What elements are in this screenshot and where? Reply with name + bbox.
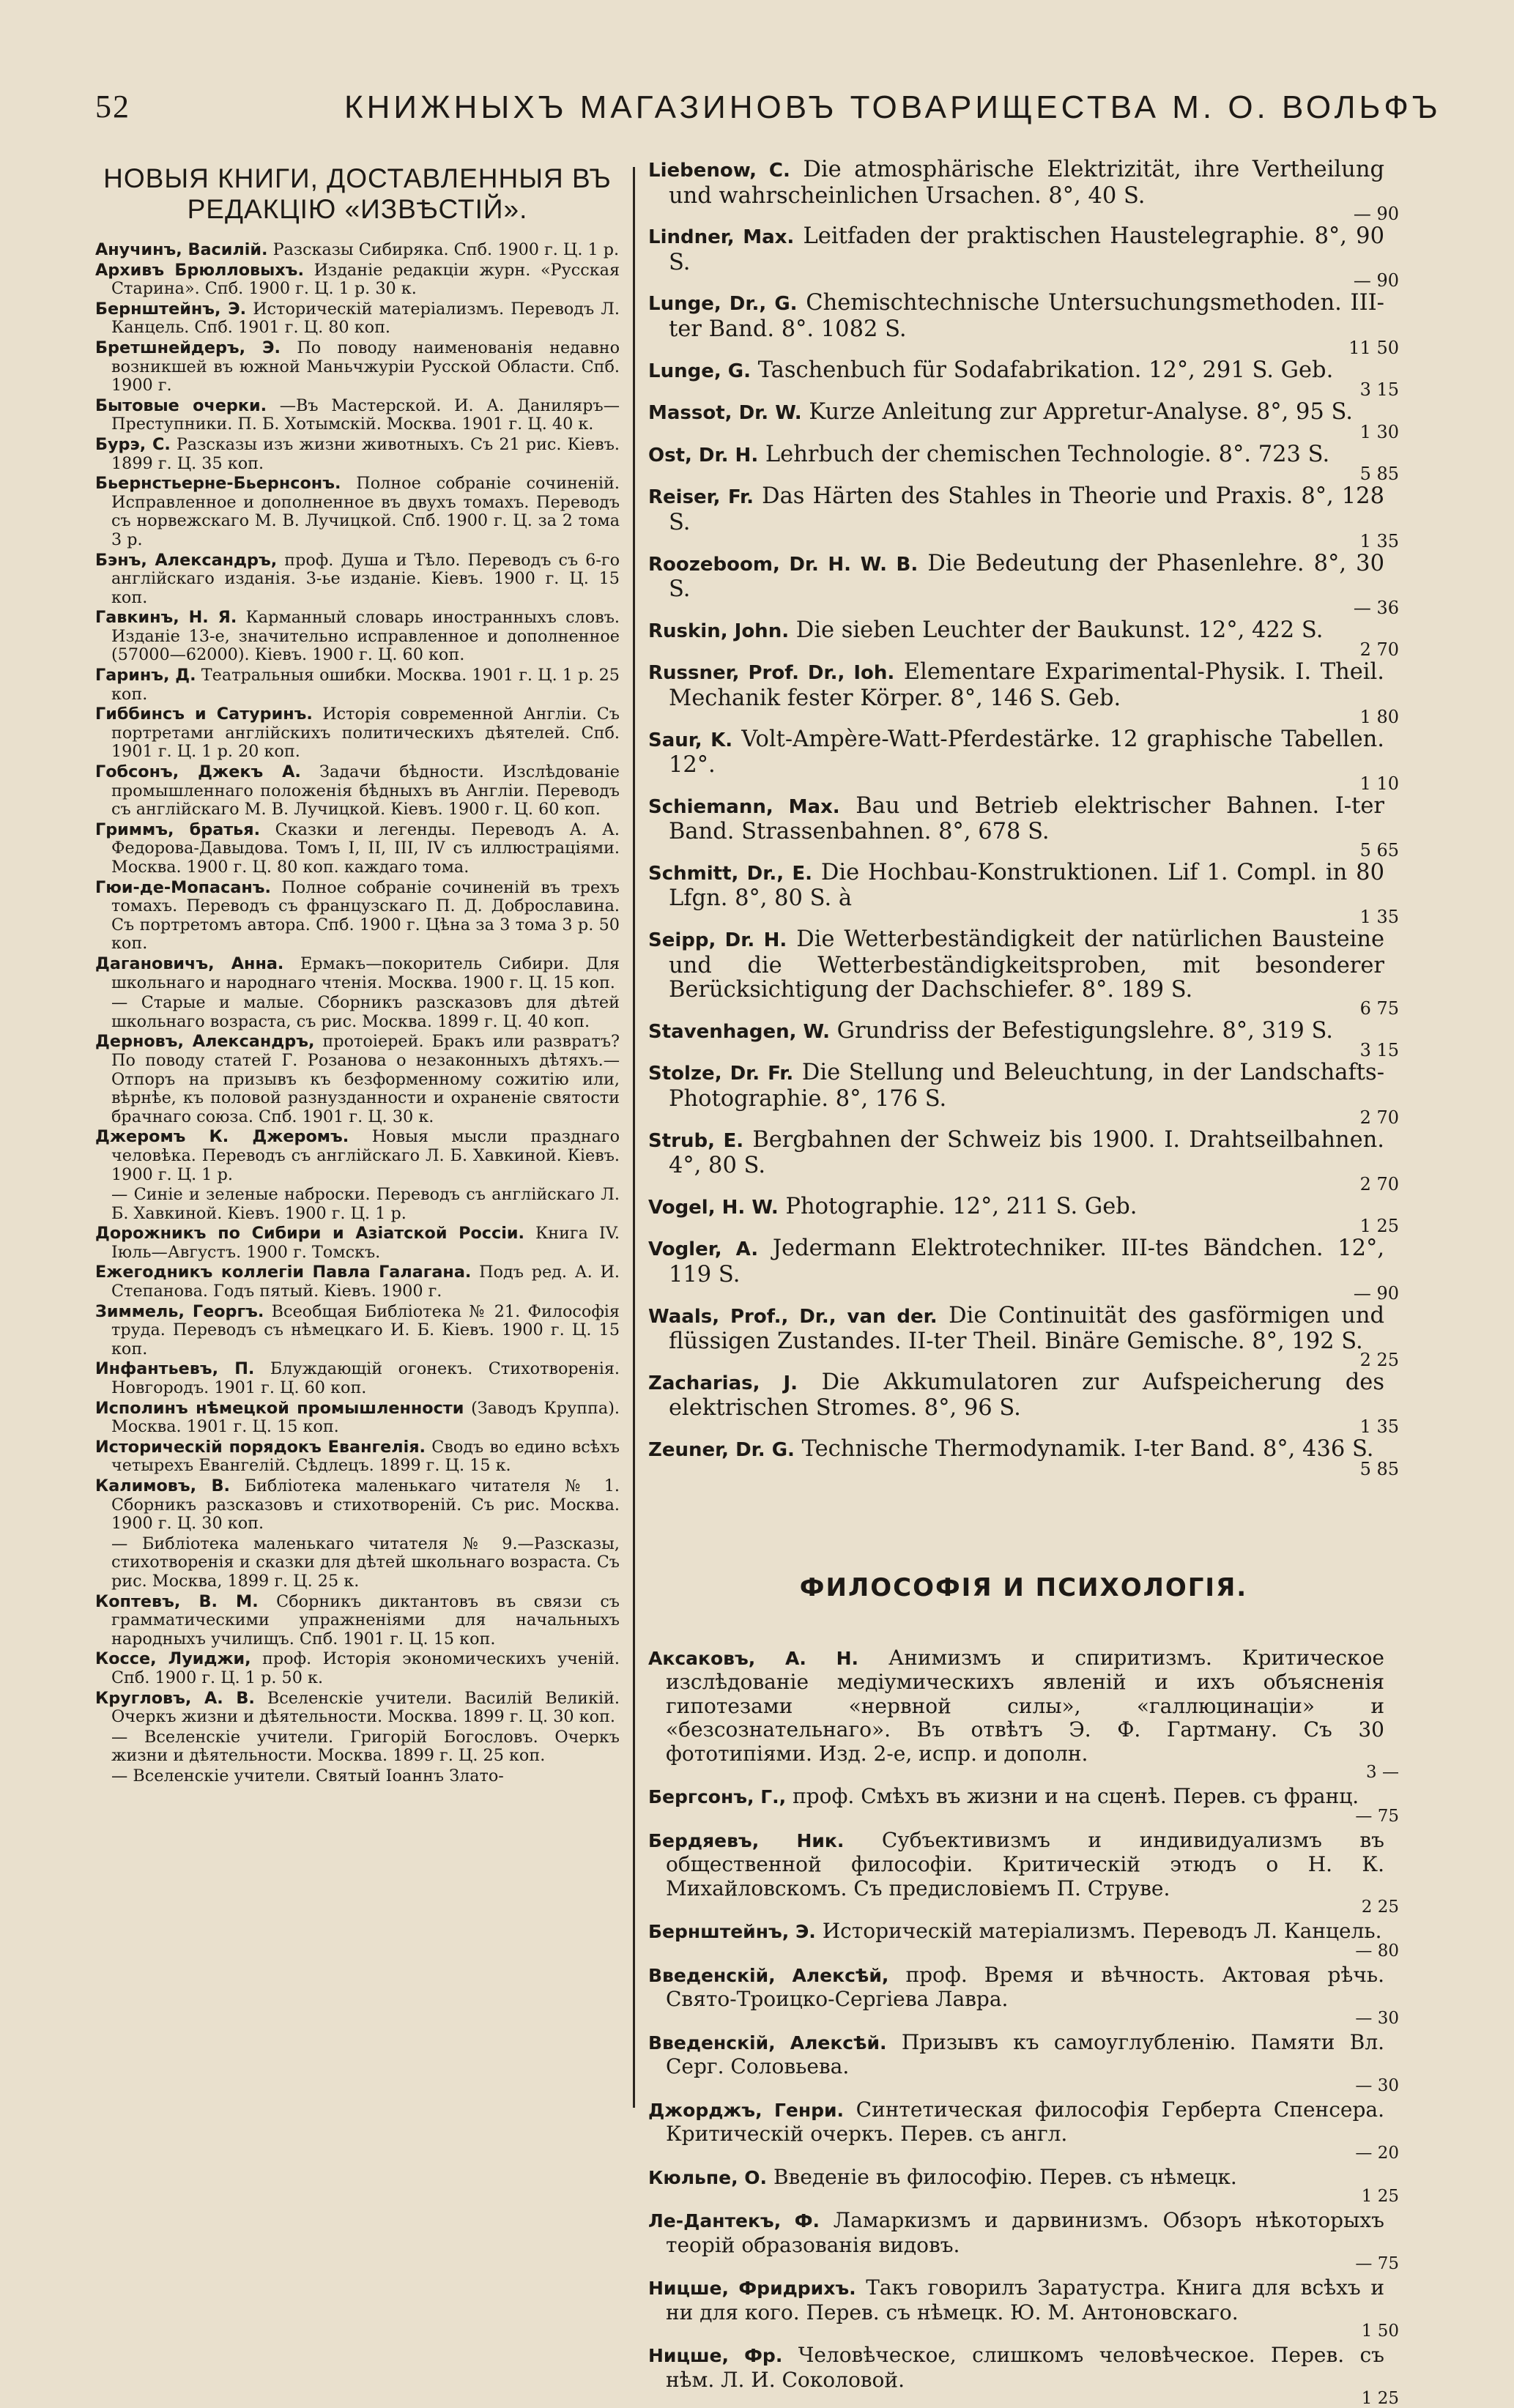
page-header [95, 82, 1458, 126]
book-author: Stavenhagen, W. [648, 1020, 830, 1043]
book-price: 3 — [1366, 1763, 1399, 1783]
book-description: Die sieben Leuchter der Baukunst. 12°, 422 S. [795, 617, 1324, 643]
book-description: Задачи бѣдности. Изслѣдованіе промышленнаго положенія бѣдныхъ въ Англіи. Переводъ съ англійскаго М. В. Лучицкой. Кіевъ. 1900 г. Ц. 60 коп. [111, 762, 620, 820]
book-entry [95, 1033, 620, 1126]
book-author: Джеромъ К. Джеромъ. [95, 1127, 349, 1147]
book-description: Taschenbuch für Sodafabrikation. 12°, 291 S. Geb. [757, 357, 1334, 383]
book-description: Человѣческое, слишкомъ человѣческое. Перев. съ нѣм. Л. И. Соколовой. [666, 2343, 1384, 2392]
book-description: Анимизмъ и спиритизмъ. Критическое изслѣдованіе медіумическихъ явленій и ихъ объясненія гипотезами «нервной силы», «галлюцинаціи» и «безсознательнаго». Въ отвѣтъ Э. Ф. Гартману. Съ 30 фототипіями. Изд. 2-е, испр. и дополн. [666, 1645, 1384, 1766]
book-description: Введеніе въ философію. Перев. съ нѣмецк. [773, 2164, 1237, 2189]
book-author: Историческій порядокъ Евангелія. [95, 1437, 426, 1457]
foreign-books-list [648, 157, 1399, 1478]
book-description: Photographie. 12°, 211 S. Geb. [785, 1193, 1138, 1219]
book-author: Бернштейнъ, Э. [95, 299, 247, 319]
book-author: Lunge, G. [648, 360, 751, 382]
book-price: 1 35 [1359, 907, 1399, 928]
book-entry [648, 1235, 1399, 1304]
book-description: Подъ ред. А. И. Степанова. Годъ пятый. Кіевъ. 1900 г. [111, 1263, 620, 1301]
book-description: По поводу наименованія недавно возникшей въ южной Маньчжуріи Русской Области. Спб. 1900 г. [111, 338, 620, 395]
book-price: 5 85 [1359, 1458, 1399, 1479]
page-number: 52 [95, 89, 130, 125]
book-description: Сводъ во едино всѣхъ четырехъ Евангелій. Сѣдлецъ. 1899 г. Ц. 15 к. [111, 1437, 620, 1476]
book-description: Новыя мысли празднаго человѣка. Переводъ съ англійскаго Л. Б. Хавкиной. Кіевъ. 1900 г. Ц. 1 р. [111, 1127, 620, 1184]
left-column [95, 157, 620, 2135]
book-description: — Вселенскіе учители. Григорій Богословъ. Очеркъ жизни и дѣятельности. Москва. 1899 г. Ц. 25 коп. [111, 1727, 620, 1766]
book-author: Stolze, Dr. Fr. [648, 1063, 794, 1085]
book-description: проф. Исторія экономическихъ ученій. Спб. 1900 г. Ц. 1 р. 50 к. [111, 1649, 620, 1687]
book-entry [648, 1437, 1399, 1478]
book-description: — Старые и малые. Сборникъ разсказовъ для дѣтей школьнаго возраста, съ рис. Москва. 1899 г. Ц. 40 коп. [111, 993, 620, 1031]
book-price: 1 10 [1359, 773, 1399, 794]
book-entry [648, 442, 1399, 483]
book-entry [648, 1646, 1399, 1781]
book-description: Исторія современной Англіи. Съ портретами англійскихъ политическихъ дѣятелей. Спб. 1901 г. Ц. 1 р. 20 коп. [111, 705, 620, 762]
book-description: Блуждающій огонекъ. Стихотворенія. Новгородъ. 1901 г. Ц. 60 коп. [111, 1359, 620, 1398]
book-price: — 36 [1353, 597, 1399, 618]
book-description: Разсказы изъ жизни животныхъ. Съ 21 рис. Кіевъ. 1899 г. Ц. 35 коп. [111, 434, 620, 473]
book-price: 1 25 [1361, 2389, 1399, 2408]
book-price: — 20 [1355, 2143, 1399, 2163]
book-entry [648, 157, 1399, 223]
book-author: Гюи-де-Мопасанъ. [95, 877, 271, 897]
book-price: 2 25 [1359, 1349, 1399, 1370]
book-description: Призывъ къ самоуглубленію. Памяти Вл. Серг. Соловьева. [666, 2029, 1385, 2079]
book-description: Elementare Exparimental-Physik. I. Theil. Mechanik fester Körper. 8°, 146 S. Geb. [669, 659, 1384, 711]
book-entry [648, 1019, 1399, 1060]
book-description: Карманный словарь иностранныхъ словъ. Изданіе 13-е, значительно исправленное и дополненное (57000—62000). Кіевъ. 1900 г. Ц. 60 коп. [111, 608, 620, 665]
book-author: Ницше, Фр. [648, 2345, 783, 2367]
book-author: Кюльпе, О. [648, 2166, 768, 2188]
book-author: Schiemann, Max. [648, 795, 840, 818]
book-author: Коссе, Луиджи, [95, 1649, 251, 1669]
book-price: 1 80 [1359, 706, 1399, 727]
book-entry [648, 358, 1399, 399]
book-description: —Въ Мастерской. И. А. Даниляръ—Преступники. П. Б. Хотымскій. Москва. 1901 г. Ц. 40 к. [111, 395, 620, 434]
book-description: Всеобщая Библіотека № 21. Философія труда. Переводъ съ нѣмецкаго И. Б. Кіевъ. 1900 г. Ц. 15 коп. [111, 1301, 620, 1359]
book-author: Vogler, A. [648, 1238, 759, 1261]
book-entry [95, 955, 620, 992]
book-author: Бердяевъ, Ник. [648, 1829, 845, 1851]
book-description: Историческій матеріализмъ. Переводъ Л. Канцель. Спб. 1901 г. Ц. 80 коп. [111, 299, 620, 338]
book-description: Die Akkumulatoren zur Aufspeicherung des elektrischen Stromes. 8°, 96 S. [669, 1369, 1384, 1422]
book-description: Die Stellung und Beleuchtung, in der Landschafts-Photographie. 8°, 176 S. [669, 1060, 1384, 1112]
book-description: Die Continuität des gasförmigen und flüssigen Zustandes. II-ter Theil. Binäre Gemische. 8°, 192 S. [669, 1302, 1385, 1355]
book-description: Сборникъ диктантовъ въ связи съ грамматическими упражненіями для начальныхъ народныхъ училищъ. Спб. 1901 г. Ц. 15 коп. [111, 1591, 620, 1649]
book-entry [648, 618, 1399, 659]
book-author: Гобсонъ, Джекъ А. [95, 762, 301, 782]
book-entry [95, 1360, 620, 1397]
book-description: — Вселенскіе учители. Святый Іоаннъ Злато- [111, 1766, 504, 1785]
book-description: проф. Время и вѣчность. Актовая рѣчь. Свято-Троицко-Сергіева Лавра. [666, 1962, 1385, 2012]
book-entry [648, 1194, 1399, 1235]
book-entry [648, 2031, 1399, 2094]
book-author: Бурэ, С. [95, 434, 171, 454]
book-author: Введенскій, Алексѣй. [648, 2032, 887, 2054]
book-entry [95, 1690, 620, 1727]
book-description: проф. Смѣхъ въ жизни и на сценѣ. Перев. съ франц. [793, 1784, 1359, 1809]
book-author: Massot, Dr. W. [648, 402, 802, 425]
book-author: Зиммель, Георгъ. [95, 1301, 264, 1321]
book-price: 3 15 [1359, 379, 1399, 401]
book-author: Liebenow, C. [648, 160, 790, 182]
book-entry [95, 763, 620, 820]
book-entry [648, 2344, 1399, 2407]
book-description: — Синіе и зеленые наброски. Переводъ съ англійскаго Л. Б. Хавкиной. Кіевъ. 1900 г. Ц. 1 р. [111, 1185, 620, 1223]
book-price: 5 65 [1359, 839, 1399, 861]
book-entry [95, 609, 620, 665]
book-price: — 90 [1353, 270, 1399, 291]
book-price: 2 70 [1359, 1107, 1399, 1128]
book-author: Анучинъ, Василій. [95, 240, 268, 259]
book-description: Die Wetterbeständigkeit der natürlichen Bausteine und die Wetterbeständigkeitsproben, mit besonderer Berücksichtigung der Dachschiefer. 8°. 189 S. [669, 926, 1385, 1003]
book-author: Калимовъ, В. [95, 1476, 230, 1495]
book-author: Reiser, Fr. [648, 486, 754, 509]
book-author: Ost, Dr. H. [648, 444, 759, 467]
book-description: Полное собраніе сочиненій въ трехъ томахъ. Переводъ съ французскаго П. Д. Доброславина. Съ портретомъ автора. Спб. 1900 г. Цѣна за 3 тома 3 р. 50 коп. [111, 877, 620, 954]
book-author: Lunge, Dr., G. [648, 293, 798, 316]
book-description: Jedermann Elektrotechniker. III-tes Bändchen. 12°, 119 S. [669, 1235, 1385, 1287]
book-author: Waals, Prof., Dr., van der. [648, 1305, 938, 1328]
book-author: Гаринъ, Д. [95, 666, 196, 685]
book-price: 1 25 [1359, 1216, 1399, 1237]
book-author: Бретшнейдеръ, Э. [95, 338, 281, 357]
book-description: Grundriss der Befestigungslehre. 8°, 319 S. [836, 1017, 1333, 1044]
book-description: Синтетическая философія Герберта Спенсера. Критическій очеркъ. Перев. съ англ. [666, 2097, 1384, 2147]
column-divider [633, 167, 635, 2108]
book-author: Дагановичъ, Анна. [95, 954, 284, 973]
book-entry [648, 2209, 1399, 2272]
new-books-list [95, 241, 620, 1786]
book-author: Ежегодникъ коллегіи Павла Галагана. [95, 1263, 472, 1282]
book-price: — 30 [1355, 2008, 1399, 2028]
book-description: Bergbahnen der Schweiz bis 1900. I. Drahtseilbahnen. 4°, 80 S. [669, 1126, 1384, 1179]
book-entry [648, 2098, 1399, 2161]
book-entry [95, 1225, 620, 1262]
book-author: Schmitt, Dr., E. [648, 862, 812, 885]
book-author: Бергсонъ, Г., [648, 1786, 787, 1808]
book-description: Chemischtechnische Untersuchungsmethoden. III-ter Band. 8°. 1082 S. [669, 290, 1384, 342]
book-entry [95, 1650, 620, 1687]
book-description: (Заводъ Круппа). Москва. 1901 г. Ц. 15 коп. [111, 1398, 620, 1437]
book-entry [95, 1400, 620, 1437]
book-entry [95, 994, 620, 1031]
book-entry [95, 1767, 620, 1786]
book-description: Полное собраніе сочиненій. Исправленное и дополненное въ двухъ томахъ. Переводъ съ норвежскаго М. В. Лучицкой. Спб. 1900 г. Ц. за 2 тома 3 р. [111, 474, 620, 549]
book-author: Инфантьевъ, П. [95, 1359, 255, 1379]
book-entry [95, 339, 620, 395]
book-entry [95, 1535, 620, 1591]
book-entry [95, 241, 620, 260]
book-author: Roozeboom, Dr. H. W. B. [648, 553, 919, 576]
book-description: Leitfaden der praktischen Haustelegraphie. 8°, 90 S. [669, 223, 1384, 275]
book-price: 2 70 [1359, 1173, 1399, 1194]
book-author: Дерновъ, Александръ, [95, 1032, 315, 1052]
book-entry [95, 821, 620, 877]
book-author: Гавкинъ, Н. Я. [95, 608, 237, 628]
book-entry [648, 927, 1399, 1017]
book-author: Джорджъ, Генри. [648, 2099, 845, 2121]
book-entry [648, 551, 1399, 617]
book-price: — 30 [1355, 2076, 1399, 2095]
book-entry [95, 666, 620, 704]
book-price: — 90 [1353, 204, 1399, 225]
book-entry [95, 436, 620, 473]
book-entry [95, 1728, 620, 1766]
book-entry [95, 1263, 620, 1301]
book-entry [95, 551, 620, 608]
section-title-new-books: НОВЫЯ КНИГИ, ДОСТАВЛЕННЫЯ ВЪ РЕДАКЦІЮ «ИЗВѢСТІЙ». [103, 163, 612, 224]
book-price: 1 35 [1359, 1416, 1399, 1437]
book-author: Ruskin, John. [648, 620, 790, 642]
book-description: Ермакъ—покоритель Сибири. Для школьнаго и народнаго чтенія. Москва. 1900 г. Ц. 15 коп. [111, 954, 620, 992]
book-author: Seipp, Dr. H. [648, 929, 787, 952]
book-price: 1 30 [1359, 421, 1399, 442]
book-entry [95, 261, 620, 299]
book-price: 2 25 [1361, 1898, 1399, 1917]
book-entry [648, 794, 1399, 859]
book-price: 3 15 [1359, 1040, 1399, 1061]
book-author: Аксаковъ, А. Н. [648, 1647, 859, 1669]
book-author: Исполинъ нѣмецкой промышленности [95, 1398, 464, 1418]
book-price: — 75 [1355, 2254, 1399, 2274]
book-description: Такъ говорилъ Заратустра. Книга для всѣхъ и ни для кого. Перев. съ нѣмецк. Ю. М. Антоновскаго. [666, 2275, 1384, 2325]
book-description: Изданіе редакціи журн. «Русская Старина». Спб. 1900 г. Ц. 1 р. 30 к. [111, 260, 620, 299]
book-author: Коптевъ, В. М. [95, 1591, 259, 1611]
book-entry [648, 484, 1399, 549]
book-price: 6 75 [1359, 997, 1399, 1019]
book-price: 5 85 [1359, 464, 1399, 485]
book-description: — Библіотека маленькаго читателя № 9.—Разсказы, стихотворенія и сказки для дѣтей школьнаго возраста. Съ рис. Москва, 1899 г. Ц. 25 к. [111, 1534, 620, 1591]
book-description: Volt-Ampère-Watt-Pferdestärke. 12 graphische Tabellen. 12°. [669, 726, 1384, 778]
book-entry [648, 291, 1399, 356]
book-author: Введенскій, Алексѣй, [648, 1964, 889, 1986]
book-author: Ле-Дантекъ, Ф. [648, 2210, 820, 2232]
book-description: Lehrbuch der chemischen Technologie. 8°. 723 S. [765, 441, 1330, 467]
book-description: Bau und Betrieb elektrischer Bahnen. I-ter Band. Strassenbahnen. 8°, 678 S. [669, 792, 1384, 845]
book-entry [648, 224, 1399, 289]
book-author: Архивъ Брюлловыхъ. [95, 260, 304, 280]
book-entry [648, 1829, 1399, 1916]
book-price: 1 35 [1359, 530, 1399, 551]
book-price: — 90 [1353, 1282, 1399, 1304]
book-entry [95, 1438, 620, 1476]
book-price: 1 25 [1361, 2187, 1399, 2207]
book-entry [648, 1920, 1399, 1959]
book-entry [648, 1963, 1399, 2026]
book-description: Die Hochbau-Konstruktionen. Lif 1. Compl. in 80 Lfgn. 8°, 80 S. à [669, 859, 1384, 912]
section-title-philosophy: ФИЛОСОФІЯ И ПСИХОЛОГІЯ. [799, 1572, 1248, 1602]
book-entry [648, 2166, 1399, 2205]
book-description: Ламаркизмъ и дарвинизмъ. Обзоръ нѣкоторыхъ теорій образованія видовъ. [666, 2208, 1384, 2257]
book-description: Историческій матеріализмъ. Переводъ Л. Канцель. [822, 1919, 1382, 1944]
book-author: Бытовые очерки. [95, 395, 267, 415]
book-entry [648, 2276, 1399, 2339]
book-author: Дорожникъ по Сибири и Азіатской Россіи. [95, 1224, 524, 1244]
book-author: Saur, K. [648, 729, 733, 751]
book-author: Кругловъ, А. В. [95, 1688, 255, 1708]
book-description: протоіерей. Бракъ или развратъ? По поводу статей Г. Розанова о незаконныхъ дѣтяхъ.—Отпоръ на призывъ къ безформенному сожитію или, вѣрнѣе, къ половой разнузданности и охраненіе святости брачнаго союза. Спб. 1901 г. Ц. 30 к. [111, 1032, 620, 1126]
book-entry [648, 1128, 1399, 1193]
book-price: 2 70 [1359, 639, 1399, 661]
book-entry [648, 660, 1399, 725]
book-author: Бэнъ, Александръ, [95, 550, 278, 570]
book-entry [648, 1370, 1399, 1435]
book-description: Субъективизмъ и индивидуализмъ въ общественной философіи. Критическій этюдъ о Н. К. Михайловскомъ. Съ предисловіемъ П. Струве. [666, 1827, 1384, 1900]
book-entry [648, 1060, 1399, 1126]
book-author: Russner, Prof. Dr., Ioh. [648, 662, 895, 685]
philosophy-books-list [648, 1646, 1399, 2407]
book-entry [95, 1303, 620, 1359]
book-description: проф. Душа и Тѣло. Переводъ съ 6-го англійскаго изданія. 3-ье изданіе. Кіевъ. 1900 г. Ц. 15 коп. [111, 550, 620, 607]
book-description: Die atmosphärische Elektrizität, ihre Vertheilung und wahrscheinlichen Ursachen. 8°, 40 S. [669, 157, 1384, 209]
book-description: Сказки и легенды. Переводъ А. А. Федорова-Давыдова. Томъ I, II, III, IV съ иллюстраціями. Москва. 1900 г. Ц. 80 коп. каждаго тома. [111, 820, 620, 877]
book-author: Бьернстьерне-Бьернсонъ. [95, 474, 341, 494]
book-entry [648, 727, 1399, 792]
book-entry [648, 400, 1399, 441]
book-description: Die Bedeutung der Phasenlehre. 8°, 30 S. [669, 550, 1384, 603]
book-entry [648, 1304, 1399, 1369]
book-entry [95, 1593, 620, 1649]
book-author: Zacharias, J. [648, 1372, 798, 1394]
book-author: Lindner, Max. [648, 226, 795, 249]
book-entry [95, 300, 620, 338]
book-entry [95, 475, 620, 549]
book-description: Библіотека маленькаго читателя № 1. Сборникъ разсказовъ и стихотвореній. Съ рис. Москва. 1900 г. Ц. 30 коп. [111, 1476, 620, 1534]
book-entry [648, 861, 1399, 926]
book-entry [95, 1128, 620, 1184]
book-description: Kurze Anleitung zur Appretur-Analyse. 8°, 95 S. [809, 399, 1353, 426]
book-description: Das Härten des Stahles in Theorie und Praxis. 8°, 128 S. [669, 483, 1384, 535]
book-price: — 75 [1355, 1806, 1399, 1826]
book-author: Vogel, H. W. [648, 1196, 779, 1219]
book-author: Ницше, Фридрихъ. [648, 2278, 856, 2300]
book-author: Гиббинсъ и Сатуринъ. [95, 705, 313, 724]
book-author: Бернштейнъ, Э. [648, 1921, 816, 1943]
book-entry [95, 1477, 620, 1534]
book-entry [95, 705, 620, 762]
running-title: КНИЖНЫХЪ МАГАЗИНОВЪ ТОВАРИЩЕСТВА М. О. ВОЛЬФЪ [344, 89, 1441, 125]
book-author: Strub, E. [648, 1129, 744, 1152]
book-price: 1 50 [1361, 2322, 1399, 2341]
book-price: 11 50 [1348, 337, 1399, 358]
book-description: Разсказы Сибиряка. Спб. 1900 г. Ц. 1 р. [272, 240, 620, 259]
book-entry [95, 879, 620, 954]
book-entry [648, 1785, 1399, 1824]
book-description: Technische Thermodynamik. I-ter Band. 8°, 436 S. [801, 1435, 1374, 1462]
book-entry [95, 1186, 620, 1223]
book-description: Вселенскіе учители. Василій Великій. Очеркъ жизни и дѣятельности. Москва. 1899 г. Ц. 30 коп. [111, 1688, 620, 1727]
book-description: Книга IV. Іюль—Августъ. 1900 г. Томскъ. [111, 1224, 620, 1262]
book-entry [95, 397, 620, 434]
book-author: Гриммъ, братья. [95, 820, 261, 839]
right-column [648, 157, 1399, 2408]
book-author: Zeuner, Dr. G. [648, 1438, 795, 1461]
book-price: — 80 [1355, 1941, 1399, 1961]
book-description: Театральныя ошибки. Москва. 1901 г. Ц. 1 р. 25 коп. [111, 666, 620, 704]
